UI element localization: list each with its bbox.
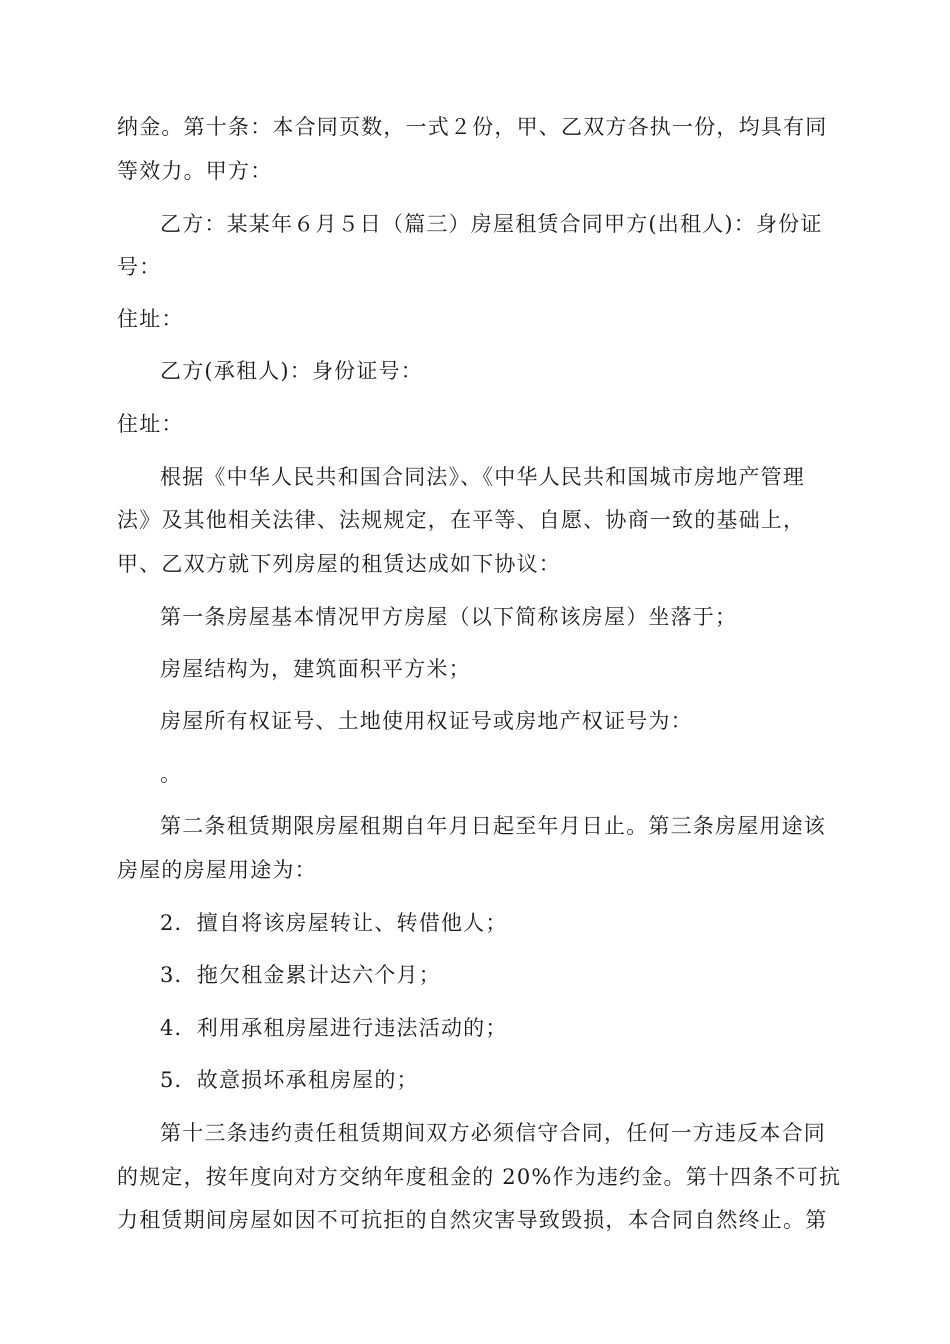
list-item: 3．拖欠租金累计达六个月； xyxy=(160,963,441,987)
paragraph-line: 乙方(承租人)：身份证号： xyxy=(160,359,423,383)
list-item: 5．故意损坏承租房屋的； xyxy=(160,1068,419,1092)
paragraph-line: 乙方：某某年６月５日（篇三）房屋租赁合同甲方(出租人)：身份证 xyxy=(160,212,823,236)
list-item: 2．擅自将该房屋转让、转借他人； xyxy=(160,911,508,935)
paragraph-line: 住址： xyxy=(117,307,184,331)
paragraph-line: 根据《中华人民共和国合同法》、《中华人民共和国城市房地产管理 xyxy=(160,465,805,489)
paragraph-line: 力租赁期间房屋如因不可抗拒的自然灾害导致毁损，本合同自然终止。第 xyxy=(117,1208,828,1232)
paragraph-line: 的规定，按年度向对方交纳年度租金的 20%作为违约金。第十四条不可抗 xyxy=(117,1165,842,1189)
paragraph-line: 号： xyxy=(117,255,162,279)
paragraph-line: 甲、乙双方就下列房屋的租赁达成如下协议： xyxy=(117,552,561,576)
paragraph-line: 房屋的房屋用途为： xyxy=(117,858,317,882)
paragraph-line: 住址： xyxy=(117,412,184,436)
paragraph-line: 房屋所有权证号、土地使用权证号或房地产权证号为： xyxy=(160,709,693,733)
paragraph-line: 第十三条违约责任租赁期间双方必须信守合同，任何一方违反本合同 xyxy=(160,1121,826,1145)
paragraph-line: 第二条租赁期限房屋租期自年月日起至年月日止。第三条房屋用途该 xyxy=(160,814,826,838)
paragraph-line: 第一条房屋基本情况甲方房屋（以下简称该房屋）坐落于； xyxy=(160,605,738,629)
paragraph-line: 纳金。第十条：本合同页数，一式２份，甲、乙双方各执一份，均具有同 xyxy=(117,115,828,139)
list-item: 4．利用承租房屋进行违法活动的； xyxy=(160,1016,508,1040)
paragraph-line: 房屋结构为，建筑面积平方米； xyxy=(160,657,471,681)
paragraph-line: 。 xyxy=(160,762,183,786)
paragraph-line: 等效力。甲方： xyxy=(117,159,273,183)
paragraph-line: 法》及其他相关法律、法规规定，在平等、自愿、协商一致的基础上， xyxy=(117,508,806,532)
